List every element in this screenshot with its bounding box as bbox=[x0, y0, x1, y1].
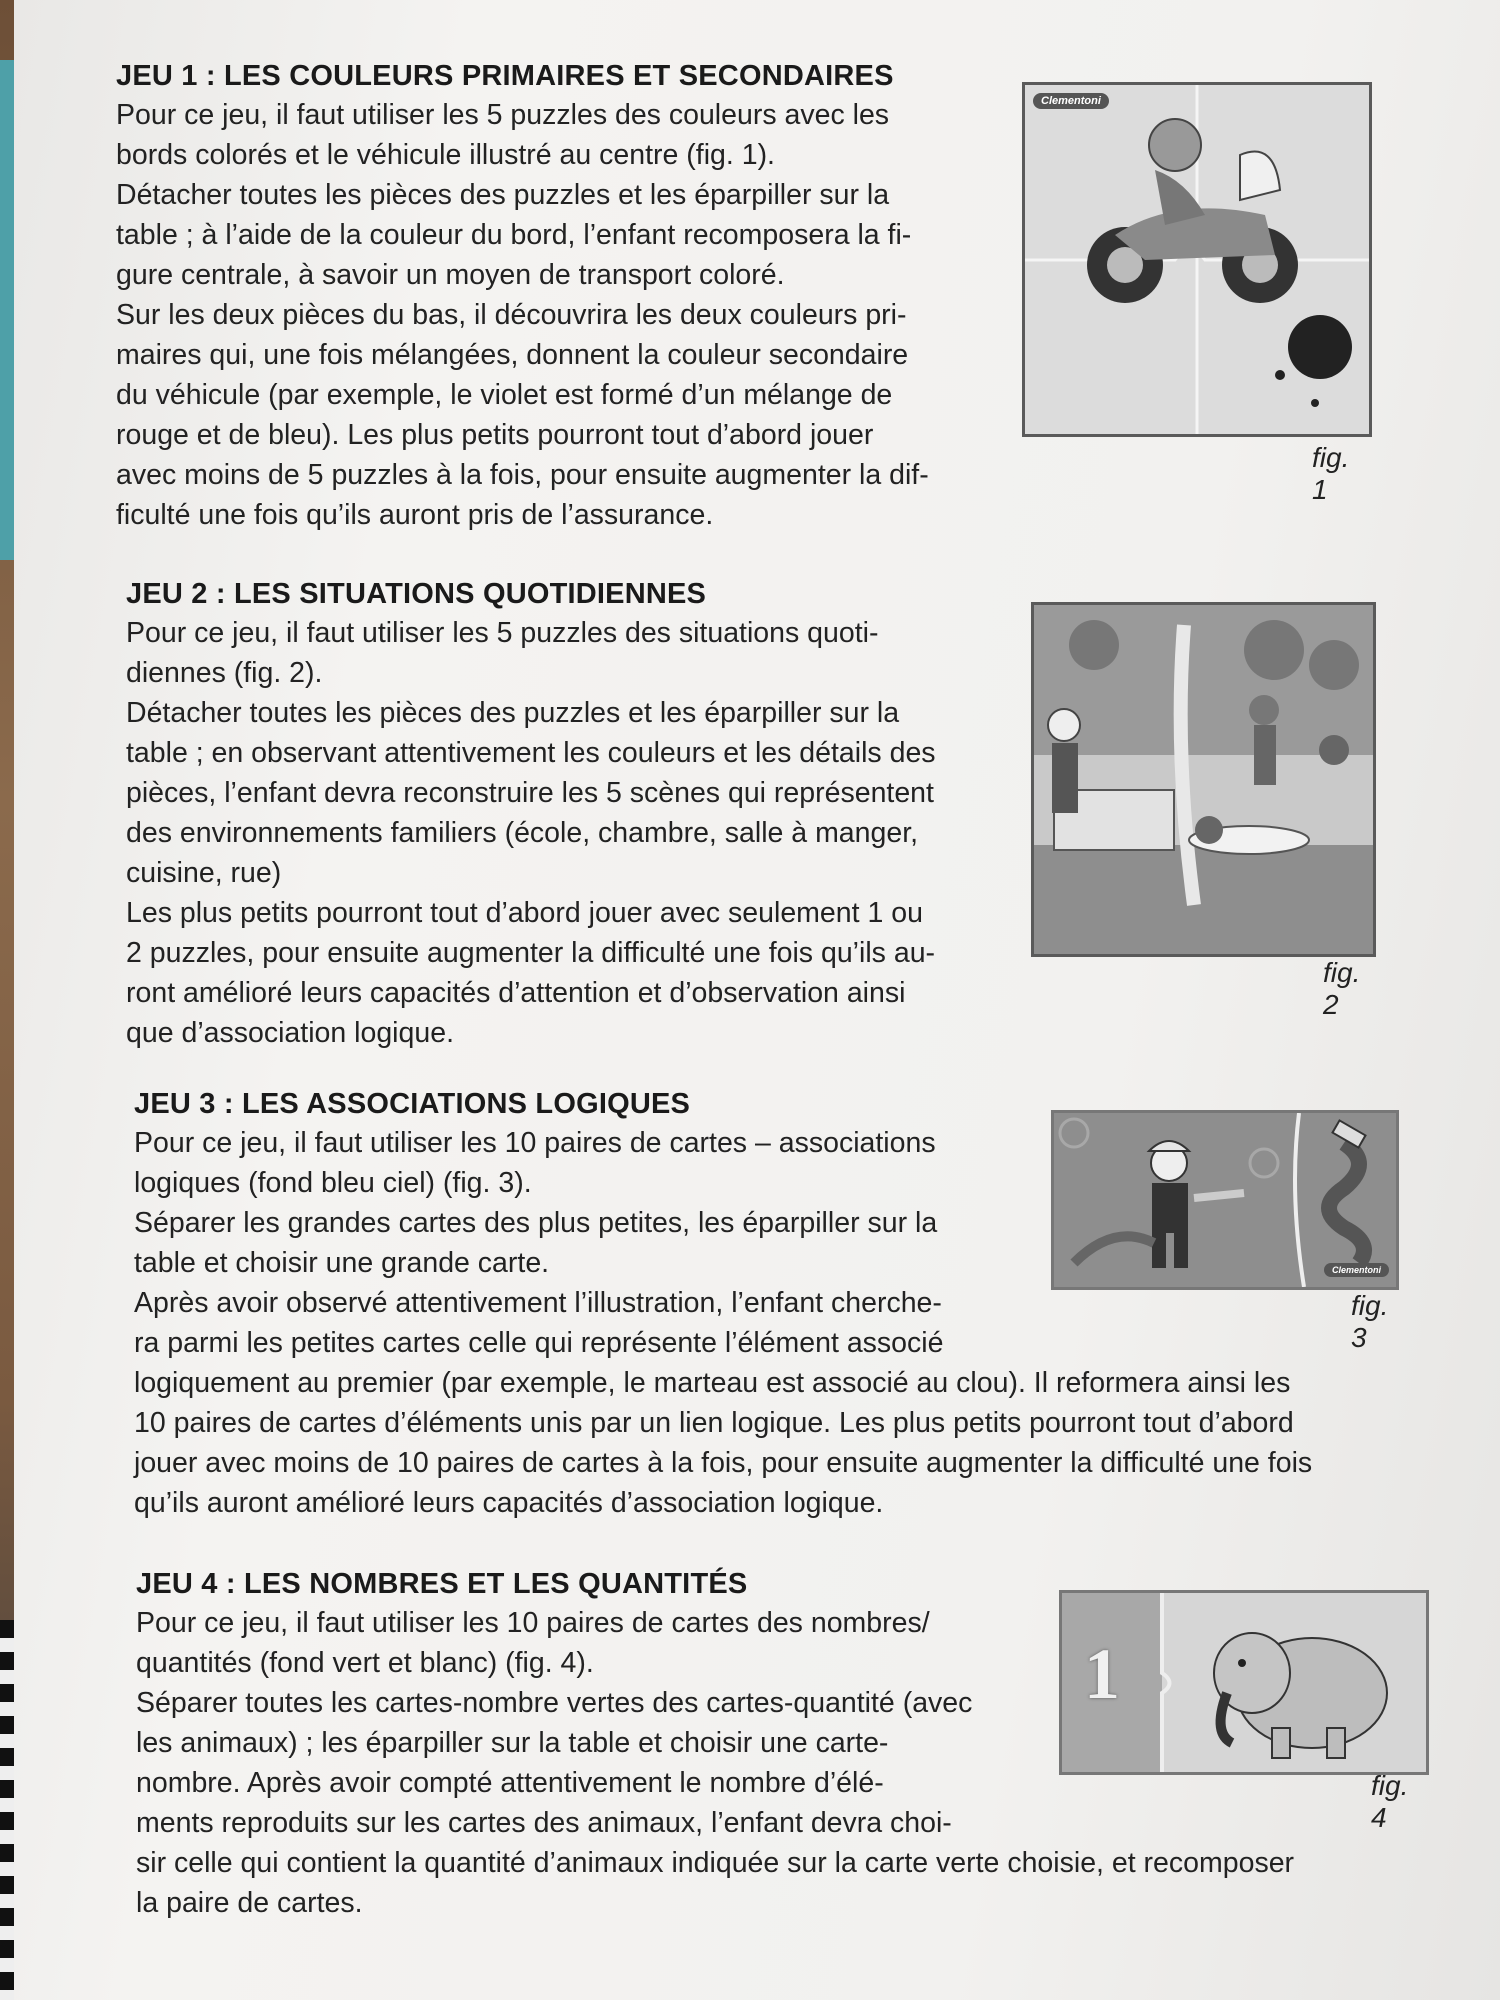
figure-3-image bbox=[1051, 1110, 1399, 1290]
figure-3-caption: fig. 3 bbox=[1351, 1290, 1389, 1353]
figure-4-image bbox=[1059, 1590, 1429, 1775]
game-4-title: JEU 4 : LES NOMBRES ET LES QUANTITÉS bbox=[136, 1568, 748, 1600]
card-number: 1 bbox=[1084, 1634, 1120, 1714]
figure-4 bbox=[1059, 1590, 1429, 1833]
figure-3 bbox=[1051, 1110, 1399, 1353]
motorbike-puzzle-icon bbox=[1025, 85, 1369, 434]
figure-1-caption: fig. 1 bbox=[1312, 442, 1350, 505]
instruction-sheet bbox=[14, 0, 1500, 2000]
figure-2-image bbox=[1031, 602, 1376, 957]
daily-scene-puzzle-icon bbox=[1034, 605, 1373, 954]
figure-1 bbox=[1022, 82, 1372, 505]
game-2-section bbox=[126, 578, 1014, 1053]
firefighter-hose-cards-icon bbox=[1054, 1113, 1396, 1287]
figure-2 bbox=[1031, 602, 1376, 1020]
game-1-section bbox=[116, 60, 1006, 535]
game-1-text: Pour ce jeu, il faut utiliser les 5 puzzles des couleurs avec les bords colorés et le véhicule illustré au centre (fig. 1). Détacher toutes les pièces des puzzles et les éparpiller sur la table ; à l’aide de la couleur du bord, l’enfant recomposera la fi- gure centrale, à savoir un moyen de transport coloré. Sur les deux pièces du bas, il découvrira les deux couleurs pri- maires qui, une fois mélangées, donnent la couleur secondaire du véhicule (par exemple, le violet est formé d’un mélange de rouge et de bleu). Les plus petits pourront tout d’abord jouer avec moins de 5 puzzles à la fois, pour ensuite augmenter la dif- ficulté une fois qu’ils auront pris de l’assurance. bbox=[116, 99, 929, 531]
brand-logo: Clementoni bbox=[1324, 1263, 1389, 1277]
figure-2-caption: fig. 2 bbox=[1323, 957, 1361, 1020]
game-2-title: JEU 2 : LES SITUATIONS QUOTIDIENNES bbox=[126, 578, 707, 610]
figure-4-caption: fig. 4 bbox=[1371, 1770, 1409, 1833]
game-3-title: JEU 3 : LES ASSOCIATIONS LOGIQUES bbox=[134, 1088, 691, 1120]
game-3-text: Pour ce jeu, il faut utiliser les 10 paires de cartes – associations logiques (fond bleu ciel) (fig. 3). Séparer les grandes cartes des plus petites, les éparpiller sur la table et choisir une grande carte. Après avoir observé attentivement l’illustration, l’enfant cherche- ra parmi les petites cartes celle qui représente l’élément associé logiquement au premier (par exemple, le marteau est associé au clou). Il reformera ainsi les 10 paires de cartes d’éléments unis par un lien logique. Les plus petits pourront tout d’abord jouer avec moins de 10 paires de cartes à la fois, pour ensuite augmenter la difficulté une fois qu’ils auront amélioré leurs capacités d’association logique. bbox=[134, 1127, 1313, 1519]
figure-1-image bbox=[1022, 82, 1372, 437]
game-2-text: Pour ce jeu, il faut utiliser les 5 puzzles des situations quoti- diennes (fig. 2). Détacher toutes les pièces des puzzles et les éparpiller sur la table ; en observant attentivement les couleurs et les détails des pièces, l’enfant devra reconstruire les 5 scènes qui représentent des environnements familiers (école, chambre, salle à manger, cuisine, rue) Les plus petits pourront tout d’abord jouer avec seulement 1 ou 2 puzzles, pour ensuite augmenter la difficulté une fois qu’ils au- ront amélioré leurs capacités d’attention et d’observation ainsi que d’association logique. bbox=[126, 617, 936, 1049]
game-1-title: JEU 1 : LES COULEURS PRIMAIRES ET SECONDAIRES bbox=[116, 60, 894, 92]
game-4-text: Pour ce jeu, il faut utiliser les 10 paires de cartes des nombres/ quantités (fond vert et blanc) (fig. 4). Séparer toutes les cartes-nombre vertes des cartes-quantité (avec les animaux) ; les éparpiller sur la table et choisir une carte- nombre. Après avoir compté attentivement le nombre d’élé- ments reproduits sur les cartes des animaux, l’enfant devra choi- sir celle qui contient la quantité d’animaux indiquée sur la carte verte choisie, et recomposer la paire de cartes. bbox=[136, 1607, 1295, 1919]
brand-logo: Clementoni bbox=[1033, 93, 1109, 109]
